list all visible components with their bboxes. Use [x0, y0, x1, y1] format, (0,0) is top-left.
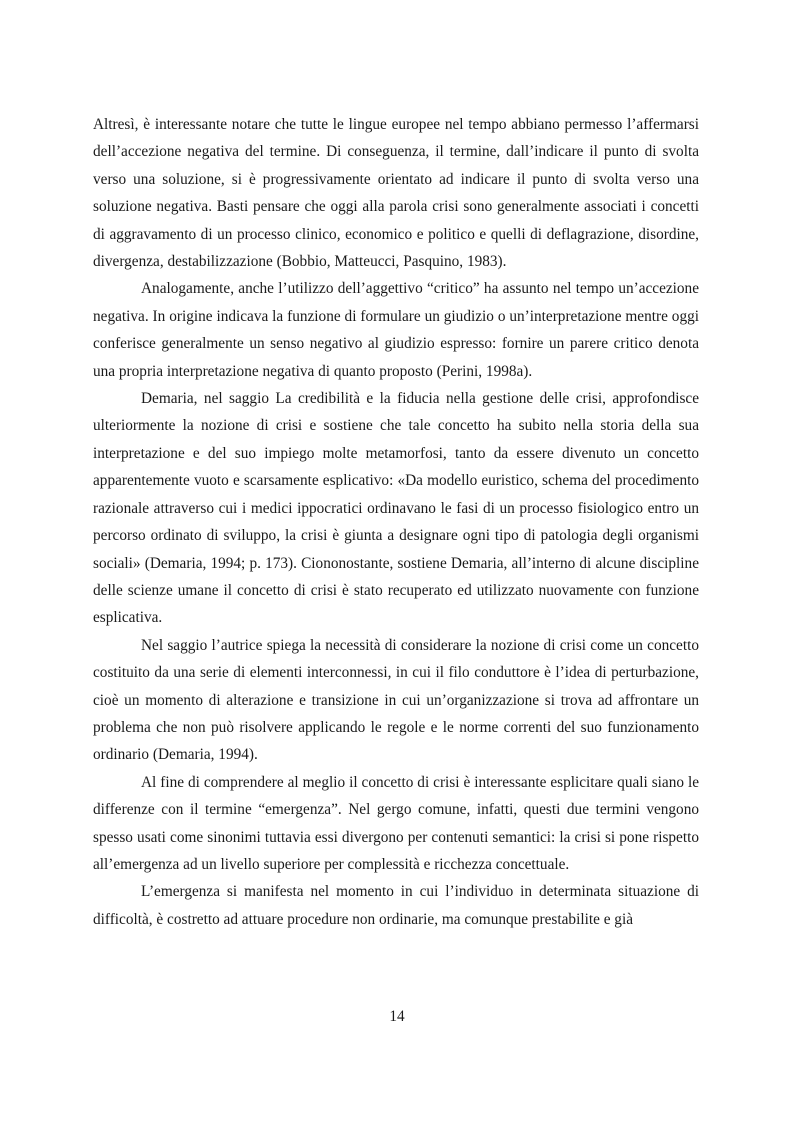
paragraph-6: L’emergenza si manifesta nel momento in cui l’individuo in determinata situazione di difficoltà, è costretto ad attuare procedure non ordinarie, ma comunque prestabilite e già: [93, 883, 699, 928]
page-body: [93, 111, 699, 933]
paragraph-2: Analogamente, anche l’utilizzo dell’aggettivo “critico” ha assunto nel tempo un’accezione negativa. In origine indicava la funzione di formulare un giudizio o un’interpretazione mentre oggi conferisce generalmente un senso negativo al giudizio espresso: fornire un parere critico denota una propria interpretazione negativa di quanto proposto (Perini, 1998a).: [93, 280, 699, 380]
paragraph-5: Al fine di comprendere al meglio il concetto di crisi è interessante esplicitare quali siano le differenze con il termine “emergenza”. Nel gergo comune, infatti, questi due termini vengono spesso usati come sinonimi tuttavia essi divergono per contenuti semantici: la crisi si pone rispetto all’emergenza ad un livello superiore per complessità e ricchezza concettuale.: [93, 773, 699, 873]
paragraph-3: Demaria, nel saggio La credibilità e la fiducia nella gestione delle crisi, approfondisce ulteriormente la nozione di crisi e sostiene che tale concetto ha subito nella storia della sua interpretazione e del suo impiego molte metamorfosi, tanto da essere divenuto un concetto apparentemente vuoto e scarsamente esplicativo: «Da modello euristico, schema del procedimento razionale attraverso cui i medici ippocratici ordinavano le fasi di un processo fisiologico entro un percorso ordinato di sviluppo, la crisi è giunta a designare ogni tipo di patologia degli organismi sociali» (Demaria, 1994; p. 173). Ciononostante, sostiene Demaria, all’interno di alcune discipline delle scienze umane il concetto di crisi è stato recuperato ed utilizzato nuovamente con funzione esplicativa.: [93, 390, 699, 627]
paragraph-1: Altresì, è interessante notare che tutte le lingue europee nel tempo abbiano permesso l’affermarsi dell’accezione negativa del termine. Di conseguenza, il termine, dall’indicare il punto di svolta verso una soluzione, si è progressivamente orientato ad indicare il punto di svolta verso una soluzione negativa. Basti pensare che oggi alla parola crisi sono generalmente associati i concetti di aggravamento di un processo clinico, economico e politico e quelli di deflagrazione, disordine, divergenza, destabilizzazione (Bobbio, Matteucci, Pasquino, 1983).: [93, 116, 699, 271]
page-number: 14: [389, 1008, 405, 1025]
paragraph-4: Nel saggio l’autrice spiega la necessità di considerare la nozione di crisi come un concetto costituito da una serie di elementi interconnessi, in cui il filo conduttore è l’idea di perturbazione, cioè un momento di alterazione e transizione in cui un’organizzazione si trova ad affrontare un problema che non può risolvere applicando le regole e le norme correnti del suo funzionamento ordinario (Demaria, 1994).: [93, 636, 699, 764]
